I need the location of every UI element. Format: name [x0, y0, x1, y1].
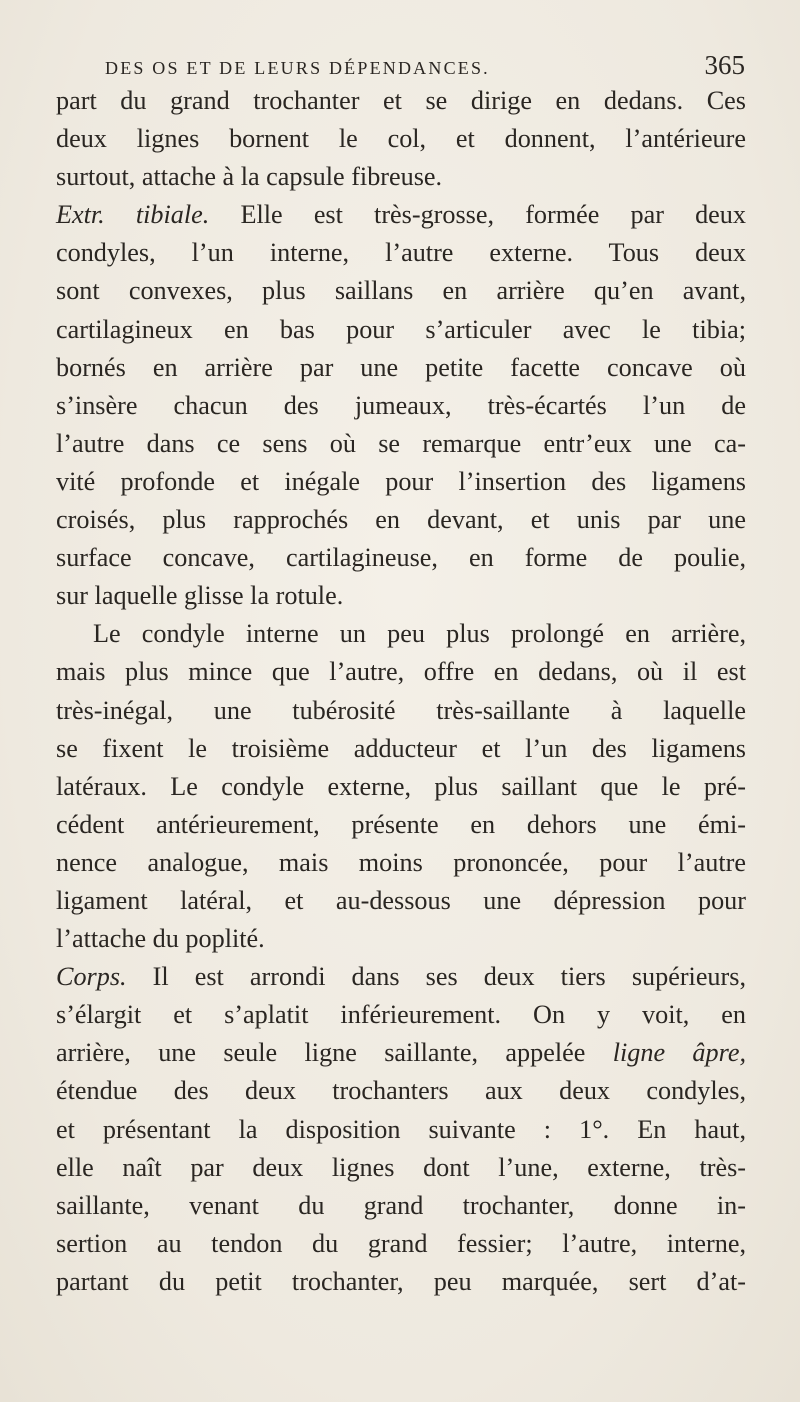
text-line [56, 425, 746, 463]
line-text: Le condyle interne un peu plus prolongé en arrière, [93, 619, 746, 649]
line-text: s’insère chacun des jumeaux, très-écartés l’un de [56, 390, 746, 420]
text-line [56, 158, 746, 196]
line-text: sertion au tendon du grand fessier; l’autre, interne, [56, 1228, 746, 1258]
text-line [56, 1263, 746, 1301]
line-text: part du grand trochanter et se dirige en dedans. Ces [56, 86, 746, 115]
line-text: s’élargit et s’aplatit inférieurement. On y voit, en [56, 1000, 746, 1030]
line-text: bornés en arrière par une petite facette concave où [56, 352, 746, 382]
line-text: elle naît par deux lignes dont l’une, externe, très- [56, 1152, 746, 1182]
line-text: partant du petit trochanter, peu marquée, sert d’at- [56, 1266, 746, 1296]
line-text: Elle est très-grosse, formée par deux [209, 200, 746, 230]
text-line [56, 1149, 746, 1187]
line-text: Il est arrondi dans ses deux tiers supérieurs, [126, 962, 746, 992]
line-text: l’attache du poplité. [56, 924, 265, 954]
line-text: et présentant la disposition suivante : 1°. En haut, [56, 1114, 746, 1144]
text-line [56, 234, 746, 272]
line-text: croisés, plus rapprochés en devant, et unis par une [56, 505, 746, 535]
line-text: condyles, l’un interne, l’autre externe. Tous deux [56, 238, 746, 268]
text-line [56, 882, 746, 920]
text-line [56, 501, 746, 539]
text-line [56, 272, 746, 310]
text-line [56, 82, 746, 120]
text-line [56, 1187, 746, 1225]
line-text: cédent antérieurement, présente en dehors une émi- [56, 809, 746, 839]
text-line [56, 692, 746, 730]
line-text: saillante, venant du grand trochanter, donne in- [56, 1190, 746, 1220]
text-line [56, 768, 746, 806]
text-line [56, 120, 746, 158]
text-line [56, 196, 746, 234]
text-line [56, 387, 746, 425]
text-line [56, 730, 746, 768]
line-text: nence analogue, mais moins prononcée, pour l’autre [56, 847, 746, 877]
line-text: vité profonde et inégale pour l’insertion des ligamens [56, 466, 746, 496]
body-text [56, 82, 746, 1301]
text-line [56, 1111, 746, 1149]
section-lead: Corps. [56, 962, 127, 992]
line-text: ligament latéral, et au-dessous une dépression pour [56, 885, 746, 915]
text-line [56, 920, 746, 958]
text-line [56, 311, 746, 349]
line-text: latéraux. Le condyle externe, plus saillant que le pré- [56, 771, 746, 801]
line-text: très-inégal, une tubérosité très-saillante à laquelle [56, 695, 746, 725]
line-text: surtout, attache à la capsule fibreuse. [56, 162, 443, 192]
line-text: sur laquelle glisse la rotule. [56, 581, 344, 611]
text-line [56, 577, 746, 615]
text-line [56, 1034, 746, 1072]
text-line [56, 349, 746, 387]
text-line [56, 615, 746, 653]
line-text: surface concave, cartilagineuse, en forme de poulie, [56, 543, 746, 573]
text-line [56, 539, 746, 577]
line-text: se fixent le troisième adducteur et l’un des ligamens [56, 733, 746, 763]
line-text: deux lignes bornent le col, et donnent, l’antérieure [56, 124, 746, 154]
text-line [56, 996, 746, 1034]
line-text: sont convexes, plus saillans en arrière qu’en avant, [56, 276, 746, 306]
text-line [56, 653, 746, 691]
line-text: cartilagineux en bas pour s’articuler avec le tibia; [56, 314, 746, 344]
text-line [56, 463, 746, 501]
italic-term: ligne âpre, [612, 1038, 746, 1068]
line-text: étendue des deux trochanters aux deux condyles, [56, 1076, 746, 1106]
text-line [56, 844, 746, 882]
line-text: l’autre dans ce sens où se remarque entr’eux une ca- [56, 428, 746, 458]
line-text: mais plus mince que l’autre, offre en dedans, où il est [56, 657, 746, 687]
text-line [56, 958, 746, 996]
text-line [56, 1225, 746, 1263]
line-text: arrière, une seule ligne saillante, appelée [56, 1038, 586, 1068]
text-line [56, 1072, 746, 1110]
section-lead: Extr. tibiale. [56, 200, 210, 230]
text-line [56, 806, 746, 844]
running-head: DES OS ET DE LEURS DÉPENDANCES. [105, 58, 490, 78]
page-number: 365 [704, 50, 745, 80]
